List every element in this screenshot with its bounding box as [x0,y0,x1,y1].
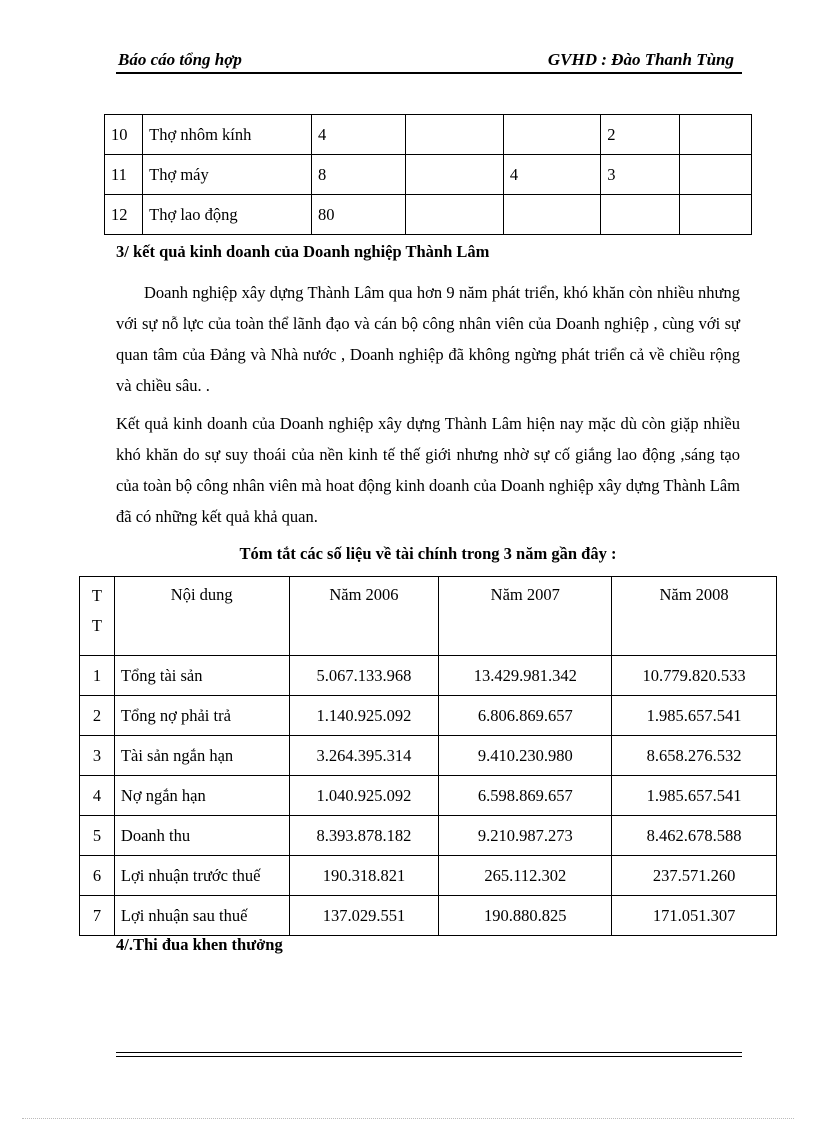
table-cell [679,155,751,195]
table-cell [406,195,503,235]
workers-table [104,114,752,235]
table-row [105,155,752,195]
header-content: Nội dung [114,577,289,656]
table-cell: 171.051.307 [612,896,777,936]
table-cell: 237.571.260 [612,856,777,896]
table-cell: 12 [105,195,143,235]
table-cell: 265.112.302 [439,856,612,896]
footer-rule [116,1052,742,1057]
section-3-heading: 3/ kết quả kinh doanh của Doanh nghiệp Thành Lâm [116,242,490,261]
table-cell: 6 [80,856,115,896]
table-cell: 9.410.230.980 [439,736,612,776]
table-cell: 4 [503,155,600,195]
table-cell: Nợ ngắn hạn [114,776,289,816]
table-cell: 3 [80,736,115,776]
table-cell: Thợ lao động [143,195,312,235]
table-cell [503,115,600,155]
table-cell: Tài sản ngắn hạn [114,736,289,776]
header-advisor: GVHD : Đào Thanh Tùng [547,50,734,69]
table-cell: 8 [311,155,405,195]
table-cell: 190.880.825 [439,896,612,936]
table-cell: 3 [601,155,679,195]
section-4-heading: 4/.Thi đua khen thưởng [116,935,283,954]
header-title: Báo cáo tổng hợp [118,50,242,69]
header-2006: Năm 2006 [289,577,439,656]
header-tt: T T [80,577,115,656]
table-row [80,656,777,696]
table-cell: 80 [311,195,405,235]
table-cell: 1.140.925.092 [289,696,439,736]
table-cell: 8.658.276.532 [612,736,777,776]
table-cell: 11 [105,155,143,195]
section-3-paragraph-2: Kết quả kinh doanh của Doanh nghiệp xây dựng Thành Lâm hiện nay mặc dù còn giặp nhiều khó khăn do sự suy thoái của nền kinh tế thế giới nhưng nhờ sự cố giắng lao động ,sáng tạo của toàn bộ công nhân viên mà hoat động kinh doanh của Doanh nghiệp xây dựng Thành Lâm đã có những kết quả khả quan. [116,414,740,526]
table-cell: 5 [80,816,115,856]
table-cell: 1.985.657.541 [612,696,777,736]
table-cell [406,155,503,195]
table-row [80,856,777,896]
table-cell: 1.040.925.092 [289,776,439,816]
table-cell: 10.779.820.533 [612,656,777,696]
table-cell: Tổng tài sản [114,656,289,696]
table-cell: 3.264.395.314 [289,736,439,776]
finance-header-row [80,577,777,656]
section-3-paragraph-1: Doanh nghiệp xây dựng Thành Lâm qua hơn 9 năm phát triển, khó khăn còn nhiều nhưng với sự nỗ lực của toàn thể lãnh đạo và cán bộ công nhân viên của Doanh nghiệp , cùng với sự quan tâm của Đảng và Nhà nước , Doanh nghiệp đã không ngừng phát triển cả về chiều rộng và chiều sâu. . [116,283,740,395]
table-cell: 4 [311,115,405,155]
table-row [80,736,777,776]
page-header [116,48,742,74]
table-cell: Thợ máy [143,155,312,195]
table-row [105,195,752,235]
header-2008: Năm 2008 [612,577,777,656]
table-cell: 7 [80,896,115,936]
table-cell: 1.985.657.541 [612,776,777,816]
table-cell: 2 [80,696,115,736]
header-2007: Năm 2007 [439,577,612,656]
table-cell: 10 [105,115,143,155]
table-cell: 190.318.821 [289,856,439,896]
table-cell [406,115,503,155]
table-cell [679,195,751,235]
table-cell: 2 [601,115,679,155]
table-cell: 6.598.869.657 [439,776,612,816]
table-cell: 8.462.678.588 [612,816,777,856]
table-row [80,776,777,816]
table-cell: 6.806.869.657 [439,696,612,736]
finance-table-caption: Tóm tắt các số liệu về tài chính trong 3 năm gần đây : [239,544,617,563]
table-cell: 1 [80,656,115,696]
table-row [80,896,777,936]
table-row [105,115,752,155]
table-cell: Thợ nhôm kính [143,115,312,155]
finance-table [79,576,777,936]
table-cell: 4 [80,776,115,816]
table-cell: 9.210.987.273 [439,816,612,856]
table-cell: 13.429.981.342 [439,656,612,696]
table-cell: Tổng nợ phải trả [114,696,289,736]
table-cell [503,195,600,235]
table-cell [679,115,751,155]
table-row [80,816,777,856]
table-cell [601,195,679,235]
table-cell: Doanh thu [114,816,289,856]
table-cell: 8.393.878.182 [289,816,439,856]
table-cell: 5.067.133.968 [289,656,439,696]
page-edge [22,1118,794,1119]
table-cell: Lợi nhuận sau thuế [114,896,289,936]
table-cell: 137.029.551 [289,896,439,936]
table-cell: Lợi nhuận trước thuế [114,856,289,896]
table-row [80,696,777,736]
